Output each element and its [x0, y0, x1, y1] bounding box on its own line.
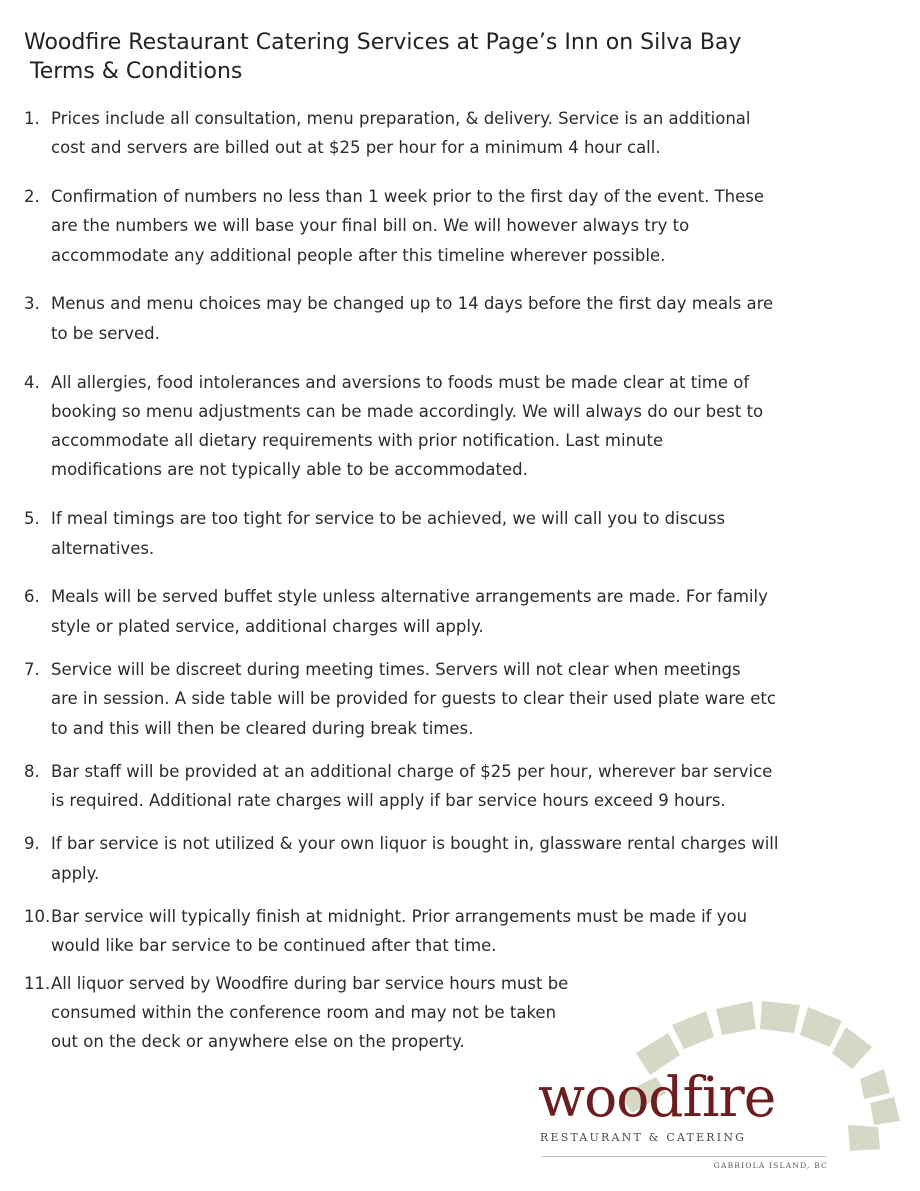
term-line: are in session. A side table will be provided for guests to clear their used plate ware etc [51, 689, 776, 709]
term-item-1 [24, 104, 844, 163]
term-line: Bar service will typically finish at midnight. Prior arrangements must be made if you [51, 907, 748, 927]
term-line: is required. Additional rate charges will apply if bar service hours exceed 9 hours. [51, 791, 726, 811]
term-line: consumed within the conference room and may not be taken [51, 1002, 557, 1022]
term-line: If bar service is not utilized & your own liquor is bought in, glassware rental charges will [51, 834, 779, 854]
term-item-4 [24, 368, 844, 485]
term-line: to be served. [51, 323, 160, 343]
term-item-2 [24, 182, 844, 270]
term-number: 3. [24, 294, 40, 314]
page-title [24, 28, 894, 86]
term-item-8 [24, 757, 844, 816]
term-line: Menus and menu choices may be changed up to 14 days before the first day meals are [51, 294, 774, 314]
term-line: alternatives. [51, 538, 155, 558]
term-number: 2. [24, 187, 40, 207]
term-line: apply. [51, 863, 100, 883]
title-line-1: Woodfire Restaurant Catering Services at Page’s Inn on Silva Bay [24, 30, 742, 55]
term-item-7 [24, 655, 844, 743]
term-line: booking so menu adjustments can be made accordingly. We will always do our best to [51, 401, 764, 421]
logo-divider [542, 1156, 826, 1157]
term-number: 7. [24, 659, 40, 679]
term-item-3 [24, 289, 844, 348]
term-item-9 [24, 829, 844, 888]
terms-list [24, 104, 844, 1057]
term-line: style or plated service, additional charges will apply. [51, 616, 484, 636]
logo-wordmark: woodfire [538, 1065, 776, 1129]
term-line: out on the deck or anywhere else on the property. [51, 1032, 465, 1052]
term-line: Service will be discreet during meeting times. Servers will not clear when meetings [51, 659, 741, 679]
term-line: modifications are not typically able to be accommodated. [51, 460, 528, 480]
term-number: 10. [24, 907, 51, 927]
woodfire-logo [538, 985, 908, 1175]
term-line: to and this will then be cleared during break times. [51, 718, 474, 738]
term-line: accommodate all dietary requirements with prior notification. Last minute [51, 431, 664, 451]
term-number: 6. [24, 587, 40, 607]
term-number: 4. [24, 372, 40, 392]
term-line: If meal timings are too tight for service to be achieved, we will call you to discuss [51, 509, 726, 529]
term-number: 8. [24, 761, 40, 781]
term-item-6 [24, 582, 844, 641]
title-line-2: Terms & Conditions [30, 59, 243, 84]
term-line: cost and servers are billed out at $25 per hour for a minimum 4 hour call. [51, 138, 661, 158]
term-line: All liquor served by Woodfire during bar service hours must be [51, 973, 569, 993]
term-item-5 [24, 504, 844, 563]
term-line: would like bar service to be continued after that time. [51, 936, 497, 956]
term-number: 9. [24, 834, 40, 854]
term-line: are the numbers we will base your final bill on. We will however always try to [51, 216, 690, 236]
term-line: Bar staff will be provided at an additional charge of $25 per hour, wherever bar service [51, 761, 773, 781]
term-line: Prices include all consultation, menu preparation, & delivery. Service is an additional [51, 109, 751, 128]
term-line: All allergies, food intolerances and aversions to foods must be made clear at time of [51, 372, 750, 392]
term-item-10 [24, 902, 844, 961]
logo-subtitle: RESTAURANT & CATERING [540, 1131, 747, 1144]
term-line: Confirmation of numbers no less than 1 week prior to the first day of the event. These [51, 187, 765, 207]
term-number: 11. [24, 973, 51, 993]
logo-location: GABRIOLA ISLAND, BC [713, 1161, 828, 1170]
term-line: accommodate any additional people after this timeline wherever possible. [51, 245, 666, 265]
term-number: 1. [24, 109, 40, 128]
term-line: Meals will be served buffet style unless alternative arrangements are made. For family [51, 587, 768, 607]
term-number: 5. [24, 509, 40, 529]
